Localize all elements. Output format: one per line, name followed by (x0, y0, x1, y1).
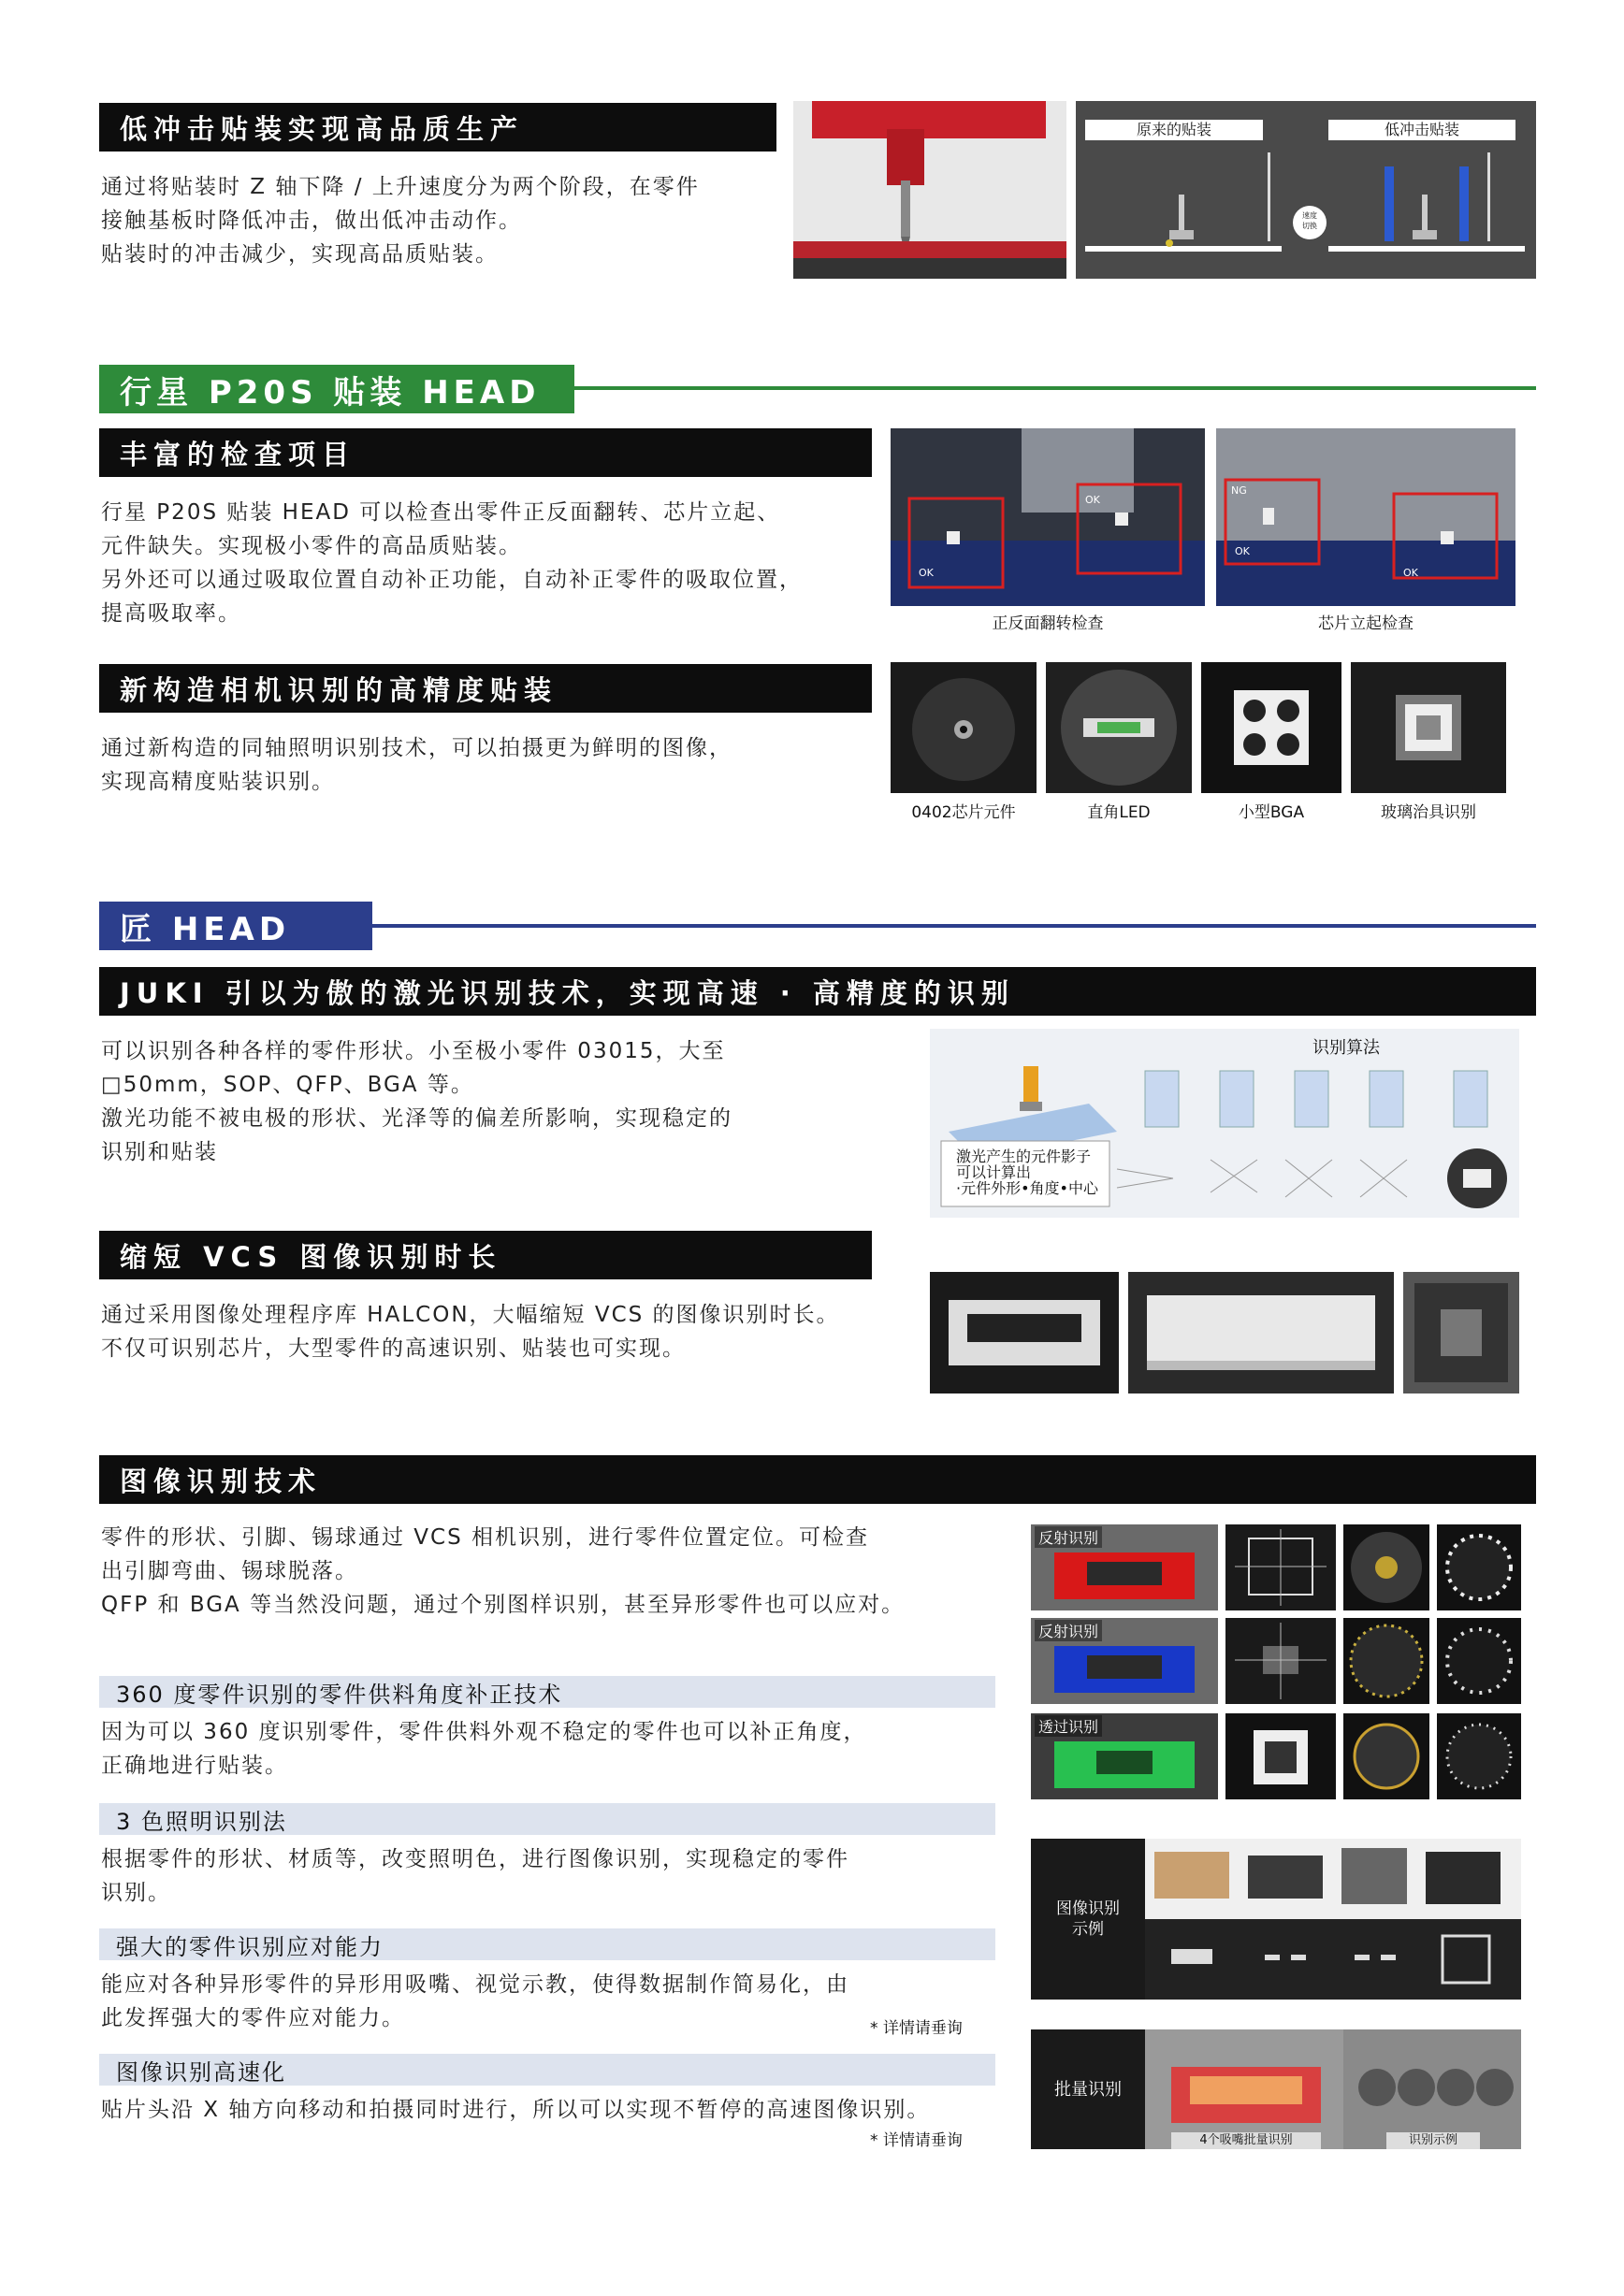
laser-callout (956, 1148, 1098, 1196)
sub-3color-title: 3 色照明识别法 (116, 1808, 287, 1835)
callout-line-2: 可以计算出 (956, 1163, 1032, 1181)
sub-360-text: 因为可以 360 度识别零件，零件供料外观不稳定的零件也可以补正角度， 正确地进行贴装。 (101, 1720, 867, 1778)
recognition-algorithm-diagram (930, 1029, 1519, 1218)
batch-label: 批量识别 (1054, 2080, 1122, 2100)
laser-title-bar (99, 967, 1536, 1016)
sub-speed-bar (99, 2054, 995, 2086)
impact-title-bar (99, 103, 776, 152)
image-text: 零件的形状、引脚、锡球通过 VCS 相机识别，进行零件位置定位。可检查 出引脚弯曲、锡球脱落。 QFP 和 BGA 等当然没问题，通过个别图样识别，甚至异形零件也可以应对。 (101, 1525, 906, 1617)
image-title: 图像识别技术 (120, 1465, 323, 1497)
speed-switch-badge: 速度 切换 (1302, 211, 1317, 230)
caption-0402: 0402芯片元件 (911, 803, 1016, 822)
sub-capability-text: 能应对各种异形零件的异形用吸嘴、视觉示教，使得数据制作简易化，由 此发挥强大的零件应对能力。 (101, 1972, 849, 2030)
transmit-part-photo (1225, 1713, 1336, 1799)
reflect-ring-photo-2 (1437, 1618, 1521, 1704)
image-title-bar (99, 1455, 1536, 1504)
p20s-tab-title: 行星 P20S 贴装 HEAD (120, 373, 541, 412)
row-label-2: 反射识别 (1035, 1620, 1102, 1641)
callout-line-3: ·元件外形•角度•中心 (956, 1179, 1098, 1197)
laser-text: 可以识别各种各样的零件形状。小至极小零件 03015，大至 □50mm，SOP、QFP、BGA 等。 激光功能不被电极的形状、光泽等的偏差所影响，实现稳定的 识别和贴装 (101, 1039, 732, 1164)
sub-capability-note: * 详情请垂询 (870, 2019, 963, 2038)
inspection-title: 丰富的检查项目 (120, 438, 356, 470)
impact-diagram (1076, 101, 1536, 279)
caption-flip-inspection: 正反面翻转检查 (992, 614, 1104, 633)
example-panel (1031, 1839, 1521, 2000)
vcs-large-part-photo (1128, 1272, 1394, 1393)
vcs-connector-photo (930, 1272, 1119, 1393)
takumi-section-rule (372, 924, 1536, 928)
standing-ok-tag-2: OK (1403, 567, 1418, 579)
inspection-text: 行星 P20S 贴装 HEAD 可以检查出零件正反面翻转、芯片立起、 元件缺失。实现极小零件的高品质贴装。 另外还可以通过吸取位置自动补正功能，自动补正零件的吸取位置， 提高吸取率。 (101, 500, 803, 626)
takumi-tab-title: 匠 HEAD (120, 910, 291, 948)
sub-3color-text: 根据零件的形状、材质等，改变照明色，进行图像识别，实现稳定的零件 识别。 (101, 1847, 849, 1905)
inspection-title-bar (99, 428, 872, 477)
sub-360-title: 360 度零件识别的零件供料角度补正技术 (116, 1681, 563, 1708)
flip-ok-tag-2: OK (1085, 494, 1100, 506)
impact-text: 通过将贴装时 Z 轴下降 / 上升速度分为两个阶段，在零件 接触基板时降低冲击，做出低冲击动作。 贴装时的冲击减少，实现高品质贴装。 (101, 175, 700, 267)
transmit-bga-photo (1343, 1713, 1429, 1799)
right-angle-led-photo (1046, 662, 1192, 793)
laser-title: JUKI 引以为傲的激光识别技术，实现高速 · 高精度的识别 (120, 976, 1015, 1009)
caption-small-bga: 小型BGA (1238, 803, 1305, 822)
example-label: 图像识别 示例 (1056, 1899, 1120, 1939)
sub-speed-text: 贴片头沿 X 轴方向移动和拍摄同时进行，所以可以实现不暂停的高速图像识别。 (101, 2098, 931, 2122)
reflect-reel-photo (1343, 1524, 1429, 1610)
standing-ok-tag: OK (1235, 545, 1250, 557)
sub-speed-note: * 详情请垂询 (870, 2131, 963, 2150)
chip-0402-photo (891, 662, 1037, 793)
sub-3color-bar (99, 1803, 995, 1835)
transmit-green-photo (1031, 1713, 1218, 1799)
sub-capability-bar (99, 1928, 995, 1960)
transmit-dots-photo (1437, 1713, 1521, 1799)
callout-line-1: 激光产生的元件影子 (956, 1148, 1092, 1165)
batch-panel (1031, 2029, 1521, 2149)
reflect-reel-photo-2 (1343, 1618, 1429, 1704)
batch-caption-right: 识别示例 (1408, 2133, 1457, 2147)
reflect-cross-photo (1225, 1524, 1336, 1610)
caption-chip-standing: 芯片立起检查 (1318, 614, 1414, 633)
vcs-bga-photo (1403, 1272, 1519, 1393)
batch-caption-left: 4个吸嘴批量识别 (1199, 2133, 1293, 2147)
camera-title: 新构造相机识别的高精度贴装 (120, 673, 558, 706)
reflect-ring-photo (1437, 1524, 1521, 1610)
camera-text: 通过新构造的同轴照明识别技术，可以拍摄更为鲜明的图像， 实现高精度贴装识别。 (101, 736, 732, 794)
sub-speed-title: 图像识别高速化 (116, 2058, 286, 2086)
reflect-grid-photo (1225, 1618, 1336, 1704)
sub-capability-title: 强大的零件识别应对能力 (116, 1933, 384, 1960)
flip-ok-tag: OK (919, 567, 934, 579)
vcs-text: 通过采用图像处理程序库 HALCON，大幅缩短 VCS 的图像识别时长。 不仅可识别芯片，大型零件的高速识别、贴装也可实现。 (101, 1303, 840, 1361)
vcs-title-bar (99, 1231, 872, 1279)
row-label-1: 反射识别 (1035, 1526, 1102, 1548)
camera-title-bar (99, 664, 872, 713)
reflect-blue-photo (1031, 1618, 1218, 1704)
glass-jig-photo (1351, 662, 1506, 793)
p20s-section-rule (574, 386, 1536, 390)
flip-inspection-photo (891, 428, 1205, 606)
original-mounting-label: 原来的贴装 (1136, 121, 1211, 138)
row-label-3: 透过识别 (1035, 1715, 1102, 1737)
caption-right-angle-led: 直角LED (1087, 803, 1151, 822)
vcs-title: 缩短 VCS 图像识别时长 (120, 1240, 502, 1273)
reflect-red-photo (1031, 1524, 1218, 1610)
chip-standing-photo (1216, 428, 1515, 606)
mounting-head-photo (793, 101, 1066, 279)
low-impact-label: 低冲击贴装 (1384, 121, 1459, 138)
impact-title: 低冲击贴装实现高品质生产 (120, 112, 525, 145)
standing-ng-tag: NG (1231, 484, 1247, 497)
sub-360-bar (99, 1676, 995, 1708)
takumi-section-tab (99, 902, 372, 950)
small-bga-photo (1201, 662, 1341, 793)
caption-glass-jig: 玻璃治具识别 (1381, 803, 1476, 822)
p20s-section-tab (99, 365, 574, 413)
algorithm-title: 识别算法 (1312, 1038, 1380, 1058)
